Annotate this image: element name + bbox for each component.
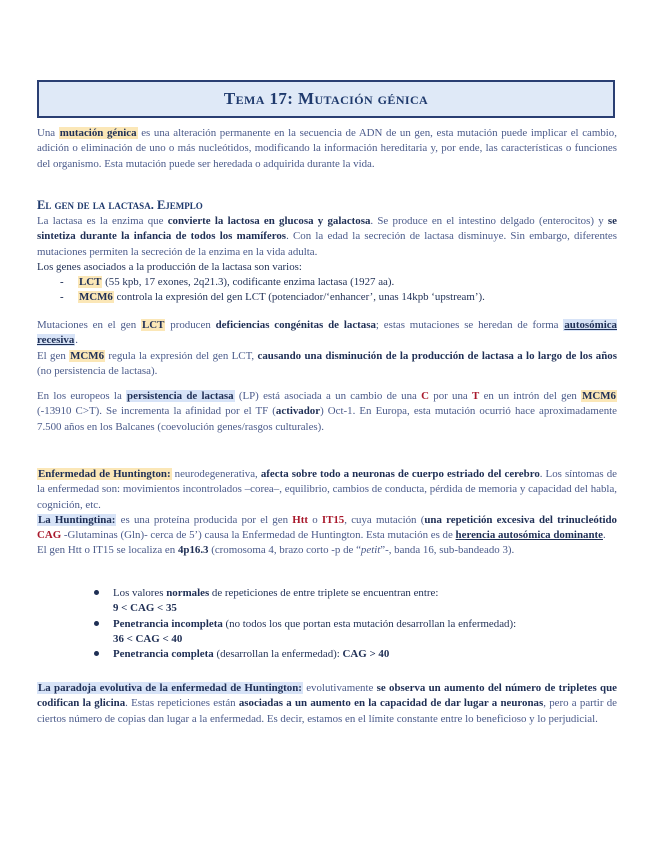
bold-text: una repetición excesiva del trinucleótido (424, 513, 618, 526)
range-value-normal: 9 < CAG < 35 (113, 602, 177, 615)
text: regula la expresión del gen LCT, (105, 349, 258, 362)
range-value-completa: CAG > 40 (342, 648, 390, 661)
text: La lactasa es la enzima que (37, 215, 168, 227)
text: es una proteína producida por el gen (116, 513, 293, 526)
text: controla la expresión del gen LCT (potenciador/‘enhancer’, unas 14kpb ‘upstream’). (113, 291, 485, 304)
text: (desarrollan la enfermedad): (213, 648, 343, 661)
text: en un intrón del gen (479, 390, 582, 402)
bold-text: convierte la lactosa en glucosa y galactosa (167, 215, 371, 227)
keyword-autosomica-recesiva: autosómica recesiva (37, 319, 617, 347)
text: (55 kpb, 17 exones, 2q21.3), codificante enzima lactasa (1927 aa). (102, 276, 395, 289)
keyword-lct: LCT (79, 276, 102, 289)
section-heading-lactasa: El gen de la lactasa. Ejemplo (37, 198, 203, 212)
keyword-herencia-dominante: herencia autosómica dominante (455, 529, 603, 542)
text: El gen Htt o IT15 se localiza en (37, 544, 178, 557)
range-item-completa (90, 647, 610, 662)
text: ; estas mutaciones se heredan de forma (375, 319, 564, 331)
locus: 4p16.3 (177, 544, 209, 557)
bold-text: normales (166, 587, 210, 599)
text: de repeticiones de entre triplete se encuentran entre: (209, 587, 439, 599)
text: , cuya mutación ( (344, 513, 425, 526)
intro-text: Una (37, 127, 59, 139)
text: -Glutaminas (Gln)- cerca de 5’) causa la Enfermedad de Huntington. Esta mutación es de (61, 529, 456, 542)
text: Los valores (113, 587, 167, 599)
text: . Estas repeticiones están (125, 697, 239, 710)
text: . Se produce en el intestino delgado (enterocitos) y (370, 215, 608, 227)
keyword-huntingtina: La Huntingtina: (38, 513, 116, 526)
dash-marker: - (60, 291, 64, 304)
bold-text: activador (275, 405, 321, 418)
cag-ranges-list (90, 586, 610, 662)
text: ) Oct-1. En Europa, esta mutación ocurrió hace aproximadamente 7.500 años en los Balcanes (coevolución genes/rasgos culturales). (37, 405, 617, 433)
intro-text: es una alteración permanente en la secuencia de ADN de un gen, esta mutación puede implicar el cambio, adición o eliminación de uno o más nucleótidos, modificando la información hereditaria y, por ende, las características o funciones del organismo. Esta mutación puede ser heredada o adquirida durante la vida. (37, 127, 617, 170)
text: . (602, 529, 606, 542)
text: . Con la edad la secreción de lactasa disminuye. Sin embargo, diferentes mutaciones permiten la secreción de la enzima en la vida adulta. (37, 230, 617, 258)
keyword-huntington: Enfermedad de Huntington: (38, 468, 171, 480)
text: por una (429, 390, 473, 402)
text: (cromosoma 4, brazo corto -p de “ (208, 544, 361, 557)
europeos-paragraph (37, 389, 617, 435)
base-c: C (421, 390, 429, 402)
text: (no persistencia de lactasa). (37, 364, 158, 377)
huntington-paragraph (37, 467, 617, 559)
mutaciones-paragraph (37, 318, 617, 379)
text: neurodegenerativa, (171, 468, 261, 480)
gene-it15: IT15 (321, 513, 345, 526)
keyword-mutacion-genica: mutación génica (59, 127, 137, 139)
keyword-paradoja: La paradoja evolutiva de la enfermedad de Huntington: (38, 682, 302, 694)
bold-text: afecta sobre todo a neuronas de cuerpo estriado del cerebro (260, 468, 540, 480)
bullet-icon (94, 590, 99, 595)
text: En los europeos la (37, 390, 127, 402)
intro-paragraph (37, 126, 617, 172)
text: . Los síntomas de la enfermedad son: movimientos incontrolados –corea–, equilibrio, cambios de conducta, pérdida de memoria y capacidad del habla, cognición, etc. (37, 468, 618, 511)
text: (LP) está asociada a un cambio de una (234, 390, 422, 402)
triplet-cag: CAG (37, 529, 62, 542)
keyword-mcm6: MCM6 (79, 291, 113, 304)
text: producen (165, 319, 216, 331)
text: evolutivamente (302, 682, 377, 694)
bold-text: Penetrancia completa (113, 648, 214, 661)
keyword-mcm6: MCM6 (582, 390, 616, 402)
text: ”-, banda 16, sub-bandeado 3). (380, 544, 515, 557)
range-item-incompleta (90, 617, 610, 632)
list-item-mcm6 (37, 290, 617, 305)
lactasa-paragraph (37, 214, 617, 306)
italic-petit: petit (360, 544, 381, 557)
keyword-persistencia: persistencia de lactasa (127, 390, 234, 402)
text: (no todos los que portan esta mutación desarrollan la enfermedad): (222, 617, 517, 630)
list-item-lct (37, 275, 617, 290)
bold-text: deficiencias congénitas de lactasa (215, 319, 376, 331)
bold-text: asociadas a un aumento en la capacidad de dar lugar a neuronas (238, 697, 544, 710)
bold-text: se observa un aumento del número de tripletes que codifican la glicina (37, 682, 617, 710)
text: o (307, 513, 322, 526)
gene-htt: Htt (292, 513, 308, 526)
paradoja-paragraph (37, 681, 617, 727)
bold-text: causando una disminución de la producción de lactasa a lo largo de los años (257, 349, 617, 362)
genes-intro: Los genes asociados a la producción de la lactasa son varios: (37, 260, 302, 273)
text: . (75, 334, 79, 347)
dash-marker: - (60, 276, 64, 289)
base-t: T (472, 390, 480, 402)
title-box (37, 80, 615, 118)
bold-text: Penetrancia incompleta (113, 617, 223, 630)
text: , pero a partir de ciertos número de copias dan lugar a la enfermedad. Es decir, estamos en el límite constante entre lo beneficioso y lo perjudicial. (37, 697, 617, 725)
bullet-icon (94, 621, 99, 626)
range-value-incompleta: 36 < CAG < 40 (113, 632, 183, 645)
keyword-mcm6: MCM6 (70, 349, 105, 362)
bullet-icon (94, 651, 99, 656)
bold-text: se sintetiza durante la infancia de todos los mamíferos (37, 215, 617, 243)
text: (-13910 C>T). Se incrementa la afinidad por el TF ( (37, 405, 276, 418)
range-item-normal (90, 586, 610, 601)
text: El gen (37, 349, 70, 362)
text: Mutaciones en el gen (37, 319, 142, 331)
page-title: Tema 17: Mutación génica (223, 89, 429, 108)
keyword-lct: LCT (142, 319, 165, 331)
